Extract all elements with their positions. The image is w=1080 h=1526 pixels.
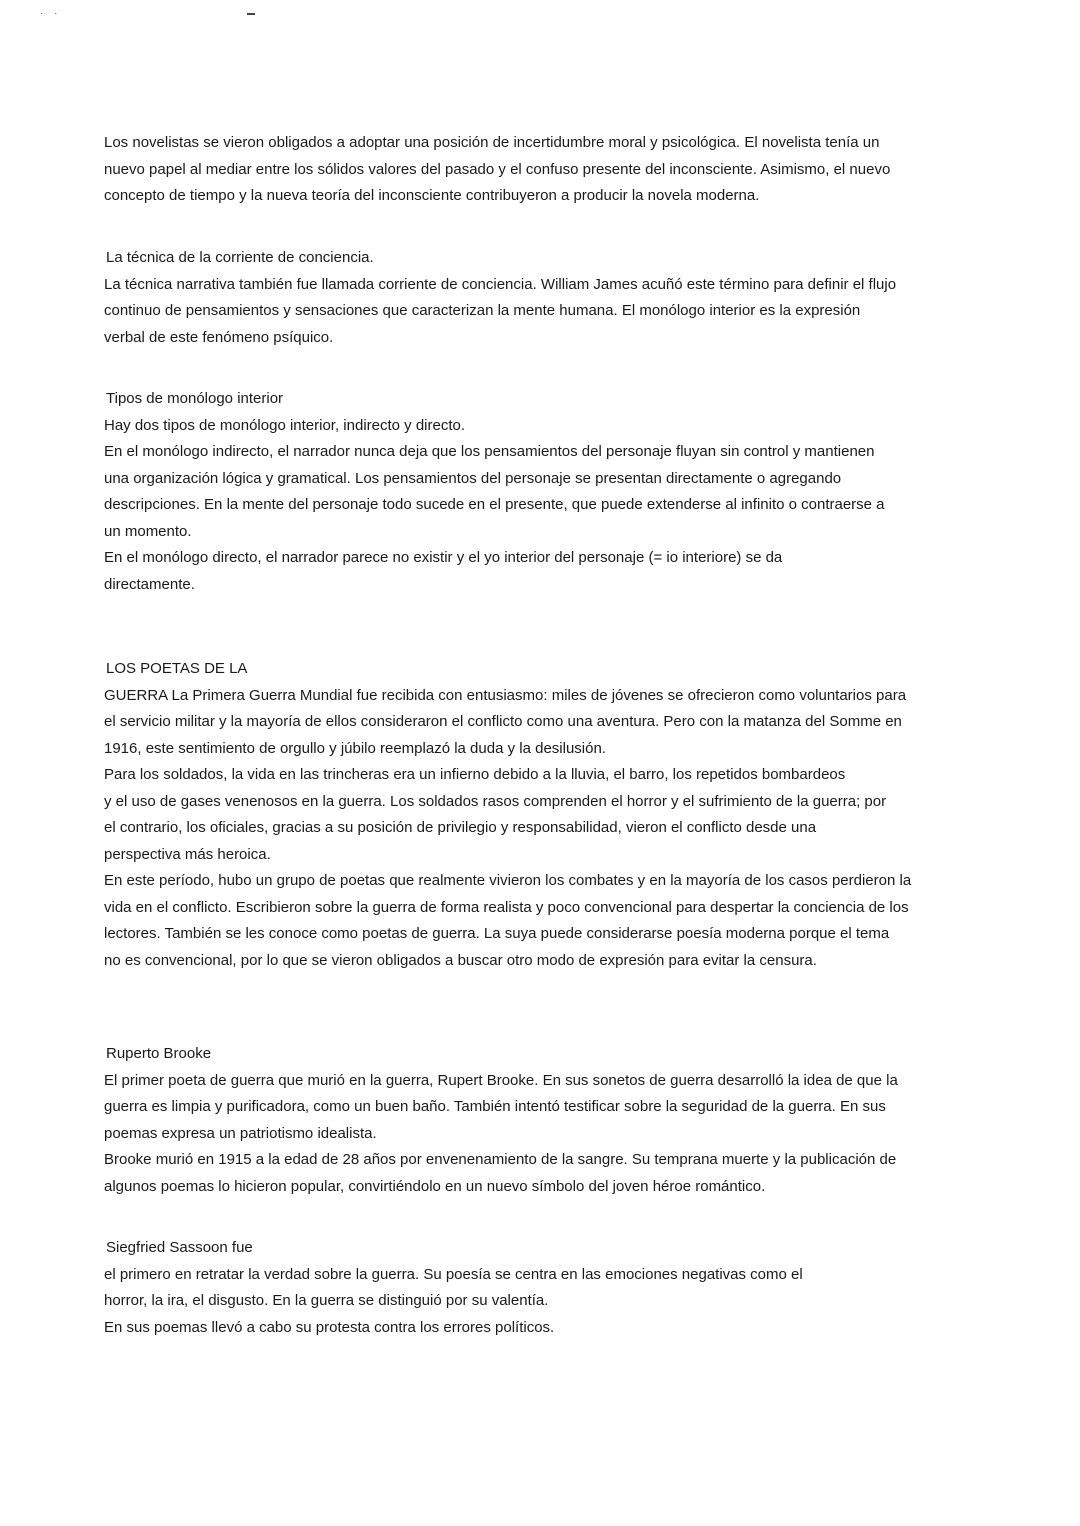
text-line: En este período, hubo un grupo de poetas que realmente vivieron los combates y en la mayoría de los casos perdieron la [104, 872, 912, 889]
text-line: el servicio militar y la mayoría de ellos consideraron el conflicto como una aventura. Pero con la matanza del Somme en [104, 713, 902, 730]
text-line: continuo de pensamientos y sensaciones que caracterizan la mente humana. El monólogo interior es la expresión [104, 302, 861, 319]
text-line: el primero en retratar la verdad sobre la guerra. Su poesía se centra en las emociones negativas como el [104, 1265, 803, 1283]
section-heading: Ruperto Brooke [106, 1045, 212, 1062]
text-line: el contrario, los oficiales, gracias a su posición de privilegio y responsabilidad, vieron el conflicto desde una [104, 819, 817, 836]
section-siegfried-sassoon [104, 1235, 984, 1341]
text-line: Hay dos tipos de monólogo interior, indirecto y directo. [104, 416, 466, 434]
text-line: Los novelistas se vieron obligados a adoptar una posición de incertidumbre moral y psicológica. El novelista tenía un [104, 134, 880, 151]
text-line: vida en el conflicto. Escribieron sobre la guerra de forma realista y poco convencional para despertar la conciencia de los [104, 898, 909, 916]
text-line: horror, la ira, el disgusto. En la guerra se distinguió por su valentía. [104, 1292, 549, 1309]
text-line: concepto de tiempo y la nueva teoría del inconsciente contribuyeron a producir la novela moderna. [104, 187, 760, 204]
text-line: verbal de este fenómeno psíquico. [104, 328, 334, 346]
section-heading: Tipos de monólogo interior [106, 390, 284, 407]
text-line: descripciones. En la mente del personaje todo sucede en el presente, que puede extenderse al infinito o contraerse a [104, 496, 885, 513]
text-line: Para los soldados, la vida en las trincheras era un infierno debido a la lluvia, el barro, los repetidos bombardeos [104, 766, 846, 783]
text-line: algunos poemas lo hicieron popular, convirtiéndolo en un nuevo símbolo del joven héroe romántico. [104, 1177, 766, 1195]
section-heading: Siegfried Sassoon fue [106, 1239, 253, 1256]
section-tipos-de-monologo [104, 386, 984, 598]
text-line: En el monólogo indirecto, el narrador nunca deja que los pensamientos del personaje fluyan sin control y mantienen [104, 443, 875, 460]
text-line: directamente. [104, 575, 195, 593]
section-heading: La técnica de la corriente de conciencia. [106, 249, 374, 266]
section-rupert-brooke [104, 1041, 984, 1200]
text-line: En sus poemas llevó a cabo su protesta contra los errores políticos. [104, 1318, 555, 1336]
section-novela-moderna [104, 130, 984, 210]
text-line: En el monólogo directo, el narrador parece no existir y el yo interior del personaje (= io interiore) se da [104, 549, 783, 566]
text-line: lectores. También se les conoce como poetas de guerra. La suya puede considerarse poesía moderna porque el tema [104, 925, 890, 942]
text-line: GUERRA La Primera Guerra Mundial fue recibida con entusiasmo: miles de jóvenes se ofrecieron como voluntarios para [104, 686, 907, 704]
section-poetas-de-la-guerra [104, 656, 984, 974]
text-line: no es convencional, por lo que se vieron obligados a buscar otro modo de expresión para evitar la censura. [104, 951, 817, 969]
text-line: una organización lógica y gramatical. Los pensamientos del personaje se presentan directamente o agregando [104, 469, 842, 487]
section-corriente-de-conciencia [104, 245, 984, 351]
text-line: guerra es limpia y purificadora, como un buen baño. También intentó testificar sobre la seguridad de la guerra. En sus [104, 1098, 886, 1115]
text-line: poemas expresa un patriotismo idealista. [104, 1124, 377, 1142]
text-line: nuevo papel al mediar entre los sólidos valores del pasado y el confuso presente del inconsciente. Asimismo, el nuevo [104, 160, 891, 178]
text-line: Brooke murió en 1915 a la edad de 28 años por envenenamiento de la sangre. Su temprana muerte y la publicación de [104, 1151, 897, 1168]
text-line: El primer poeta de guerra que murió en la guerra, Rupert Brooke. En sus sonetos de guerra desarrolló la idea de que la [104, 1071, 898, 1089]
text-line: 1916, este sentimiento de orgullo y júbilo reemplazó la duda y la desilusión. [104, 739, 606, 757]
text-line: y el uso de gases venenosos en la guerra. Los soldados rasos comprenden el horror y el sufrimiento de la guerra; por [104, 792, 887, 810]
section-heading: LOS POETAS DE LA [106, 660, 248, 677]
text-line: perspectiva más heroica. [104, 845, 271, 863]
scan-top-dash [247, 13, 255, 15]
scan-corner-marks: · · [40, 8, 62, 19]
text-line: La técnica narrativa también fue llamada corriente de conciencia. William James acuñó este término para definir el flujo [104, 275, 897, 293]
text-line: un momento. [104, 522, 192, 540]
